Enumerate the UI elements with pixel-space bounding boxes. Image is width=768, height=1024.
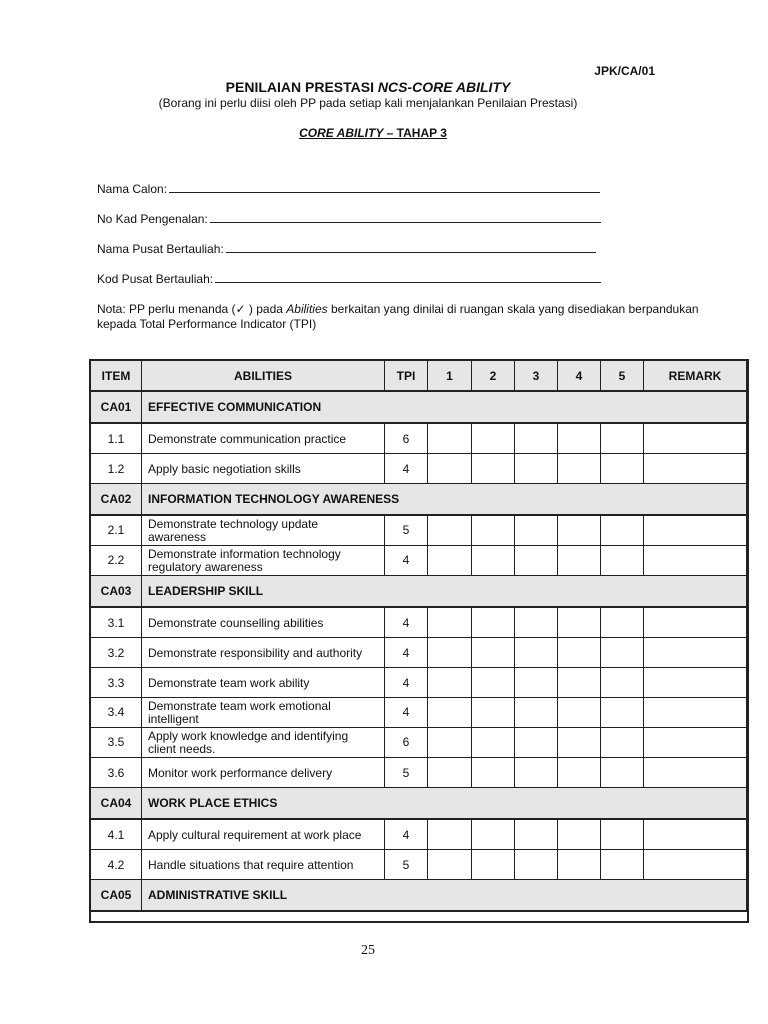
item-number: 1.1 [91,423,142,454]
table-row [91,546,747,576]
ability-description: Demonstrate team work emotional intelligent [142,698,385,728]
tpi-value: 5 [385,850,428,880]
scale-5-cell[interactable] [601,638,644,668]
section-code: CA02 [91,484,142,516]
ability-description: Demonstrate team work ability [142,668,385,698]
scale-3-cell[interactable] [515,850,558,880]
ability-description: Monitor work performance delivery [142,758,385,788]
scale-5-cell[interactable] [601,728,644,758]
section-code: CA05 [91,880,142,912]
field-blank-line[interactable] [210,212,601,223]
scale-3-cell[interactable] [515,546,558,576]
scale-4-cell[interactable] [558,607,601,638]
title-main: PENILAIAN PRESTASI [225,79,378,95]
remark-cell[interactable] [644,638,747,668]
scale-1-cell[interactable] [428,423,472,454]
scale-4-cell[interactable] [558,850,601,880]
table-row [91,698,747,728]
item-number: 2.1 [91,515,142,546]
scale-3-cell[interactable] [515,819,558,850]
scale-3-cell[interactable] [515,423,558,454]
field-label: Kod Pusat Bertauliah: [97,272,214,286]
scale-5-cell[interactable] [601,546,644,576]
col-header-abilities: ABILITIES [142,361,385,392]
scale-3-cell[interactable] [515,607,558,638]
table-row [91,728,747,758]
scale-1-cell[interactable] [428,546,472,576]
tpi-value: 6 [385,423,428,454]
ability-description: Demonstrate responsibility and authority [142,638,385,668]
tpi-value: 4 [385,698,428,728]
scale-1-cell[interactable] [428,850,472,880]
remark-cell[interactable] [644,819,747,850]
ability-description: Apply cultural requirement at work place [142,819,385,850]
scale-4-cell[interactable] [558,758,601,788]
item-number: 3.5 [91,728,142,758]
tpi-value: 5 [385,758,428,788]
scale-4-cell[interactable] [558,546,601,576]
scale-2-cell[interactable] [472,668,515,698]
tpi-value: 4 [385,546,428,576]
section-row [91,391,747,423]
table-body [91,391,747,911]
remark-cell[interactable] [644,850,747,880]
col-header-item: ITEM [91,361,142,392]
remark-cell[interactable] [644,668,747,698]
scale-3-cell[interactable] [515,638,558,668]
item-number: 3.3 [91,668,142,698]
scale-4-cell[interactable] [558,668,601,698]
scale-2-cell[interactable] [472,819,515,850]
remark-cell[interactable] [644,728,747,758]
scale-1-cell[interactable] [428,668,472,698]
scale-4-cell[interactable] [558,698,601,728]
col-header-scale-1: 1 [428,361,472,392]
scale-5-cell[interactable] [601,850,644,880]
scale-2-cell[interactable] [472,607,515,638]
level-heading [0,126,746,140]
scale-1-cell[interactable] [428,728,472,758]
col-header-scale-2: 2 [472,361,515,392]
scale-1-cell[interactable] [428,698,472,728]
scale-1-cell[interactable] [428,454,472,484]
scale-2-cell[interactable] [472,728,515,758]
section-row [91,880,747,912]
field-label: Nama Pusat Bertauliah: [97,242,224,256]
field-label: Nama Calon: [97,182,168,196]
table-row [91,607,747,638]
item-number: 4.2 [91,850,142,880]
field-kod-pusat-bertauliah[interactable] [97,272,601,286]
item-number: 3.2 [91,638,142,668]
scale-2-cell[interactable] [472,546,515,576]
scale-4-cell[interactable] [558,638,601,668]
section-title: EFFECTIVE COMMUNICATION [142,391,747,423]
tpi-value: 5 [385,515,428,546]
table-row [91,515,747,546]
scale-4-cell[interactable] [558,819,601,850]
scale-2-cell[interactable] [472,638,515,668]
ability-description: Apply basic negotiation skills [142,454,385,484]
scale-5-cell[interactable] [601,698,644,728]
remark-cell[interactable] [644,546,747,576]
table-row [91,668,747,698]
table-row [91,850,747,880]
scale-4-cell[interactable] [558,454,601,484]
scale-5-cell[interactable] [601,515,644,546]
title-emphasis: NCS-CORE ABILITY [377,79,511,95]
page-subtitle: (Borang ini perlu diisi oleh PP pada setiap kali menjalankan Penilaian Prestasi) [158,96,578,110]
section-row [91,788,747,820]
scale-2-cell[interactable] [472,515,515,546]
scale-3-cell[interactable] [515,668,558,698]
section-row [91,576,747,608]
item-number: 4.1 [91,819,142,850]
table-row [91,454,747,484]
ability-description: Demonstrate counselling abilities [142,607,385,638]
ability-description: Handle situations that require attention [142,850,385,880]
field-no-kad-pengenalan[interactable] [97,212,601,226]
table-header-row [91,361,747,392]
scale-3-cell[interactable] [515,515,558,546]
col-header-scale-3: 3 [515,361,558,392]
tpi-value: 4 [385,607,428,638]
field-label: No Kad Pengenalan: [97,212,208,226]
scale-1-cell[interactable] [428,758,472,788]
scale-1-cell[interactable] [428,607,472,638]
scale-2-cell[interactable] [472,454,515,484]
remark-cell[interactable] [644,454,747,484]
tpi-value: 4 [385,819,428,850]
table-row [91,758,747,788]
scale-2-cell[interactable] [472,758,515,788]
remark-cell[interactable] [644,515,747,546]
section-code: CA04 [91,788,142,820]
item-number: 3.4 [91,698,142,728]
scale-3-cell[interactable] [515,728,558,758]
item-number: 3.6 [91,758,142,788]
instruction-note: Nota: PP perlu menanda (✓ ) pada Abilities berkaitan yang dinilai di ruangan skala yang disediakan berpandukan kepada Total Performance Indicator (TPI) [97,302,699,331]
level-name: CORE ABILITY [299,126,384,140]
remark-cell[interactable] [644,758,747,788]
level-number: – TAHAP 3 [383,126,447,140]
section-title: INFORMATION TECHNOLOGY AWARENESS [142,484,747,516]
col-header-scale-5: 5 [601,361,644,392]
tpi-value: 4 [385,454,428,484]
tpi-value: 4 [385,638,428,668]
item-number: 2.2 [91,546,142,576]
scale-3-cell[interactable] [515,454,558,484]
field-nama-calon[interactable] [97,182,600,196]
scale-2-cell[interactable] [472,698,515,728]
form-reference-code: JPK/CA/01 [594,64,655,78]
assessment-table [90,360,747,912]
field-nama-pusat-bertauliah[interactable] [97,242,596,256]
item-number: 3.1 [91,607,142,638]
field-blank-line[interactable] [215,272,601,283]
scale-5-cell[interactable] [601,819,644,850]
table-row [91,423,747,454]
scale-5-cell[interactable] [601,454,644,484]
scale-3-cell[interactable] [515,698,558,728]
section-title: LEADERSHIP SKILL [142,576,747,608]
scale-1-cell[interactable] [428,638,472,668]
section-code: CA03 [91,576,142,608]
remark-cell[interactable] [644,698,747,728]
scale-4-cell[interactable] [558,515,601,546]
page-title [0,79,736,95]
scale-2-cell[interactable] [472,850,515,880]
ability-description: Apply work knowledge and identifying client needs. [142,728,385,758]
ability-description: Demonstrate technology update awareness [142,515,385,546]
remark-cell[interactable] [644,607,747,638]
table-row [91,638,747,668]
section-code: CA01 [91,391,142,423]
col-header-tpi: TPI [385,361,428,392]
ability-description: Demonstrate communication practice [142,423,385,454]
scale-5-cell[interactable] [601,758,644,788]
scale-4-cell[interactable] [558,423,601,454]
remark-cell[interactable] [644,423,747,454]
field-blank-line[interactable] [169,182,600,193]
section-row [91,484,747,516]
scale-5-cell[interactable] [601,607,644,638]
section-title: ADMINISTRATIVE SKILL [142,880,747,912]
scale-5-cell[interactable] [601,668,644,698]
scale-3-cell[interactable] [515,758,558,788]
col-header-scale-4: 4 [558,361,601,392]
item-number: 1.2 [91,454,142,484]
section-title: WORK PLACE ETHICS [142,788,747,820]
field-blank-line[interactable] [226,242,596,253]
scale-5-cell[interactable] [601,423,644,454]
scale-1-cell[interactable] [428,819,472,850]
scale-2-cell[interactable] [472,423,515,454]
tpi-value: 4 [385,668,428,698]
col-header-remark: REMARK [644,361,747,392]
ability-description: Demonstrate information technology regulatory awareness [142,546,385,576]
scale-4-cell[interactable] [558,728,601,758]
page-number: 25 [361,943,375,958]
tpi-value: 6 [385,728,428,758]
scale-1-cell[interactable] [428,515,472,546]
table-row [91,819,747,850]
